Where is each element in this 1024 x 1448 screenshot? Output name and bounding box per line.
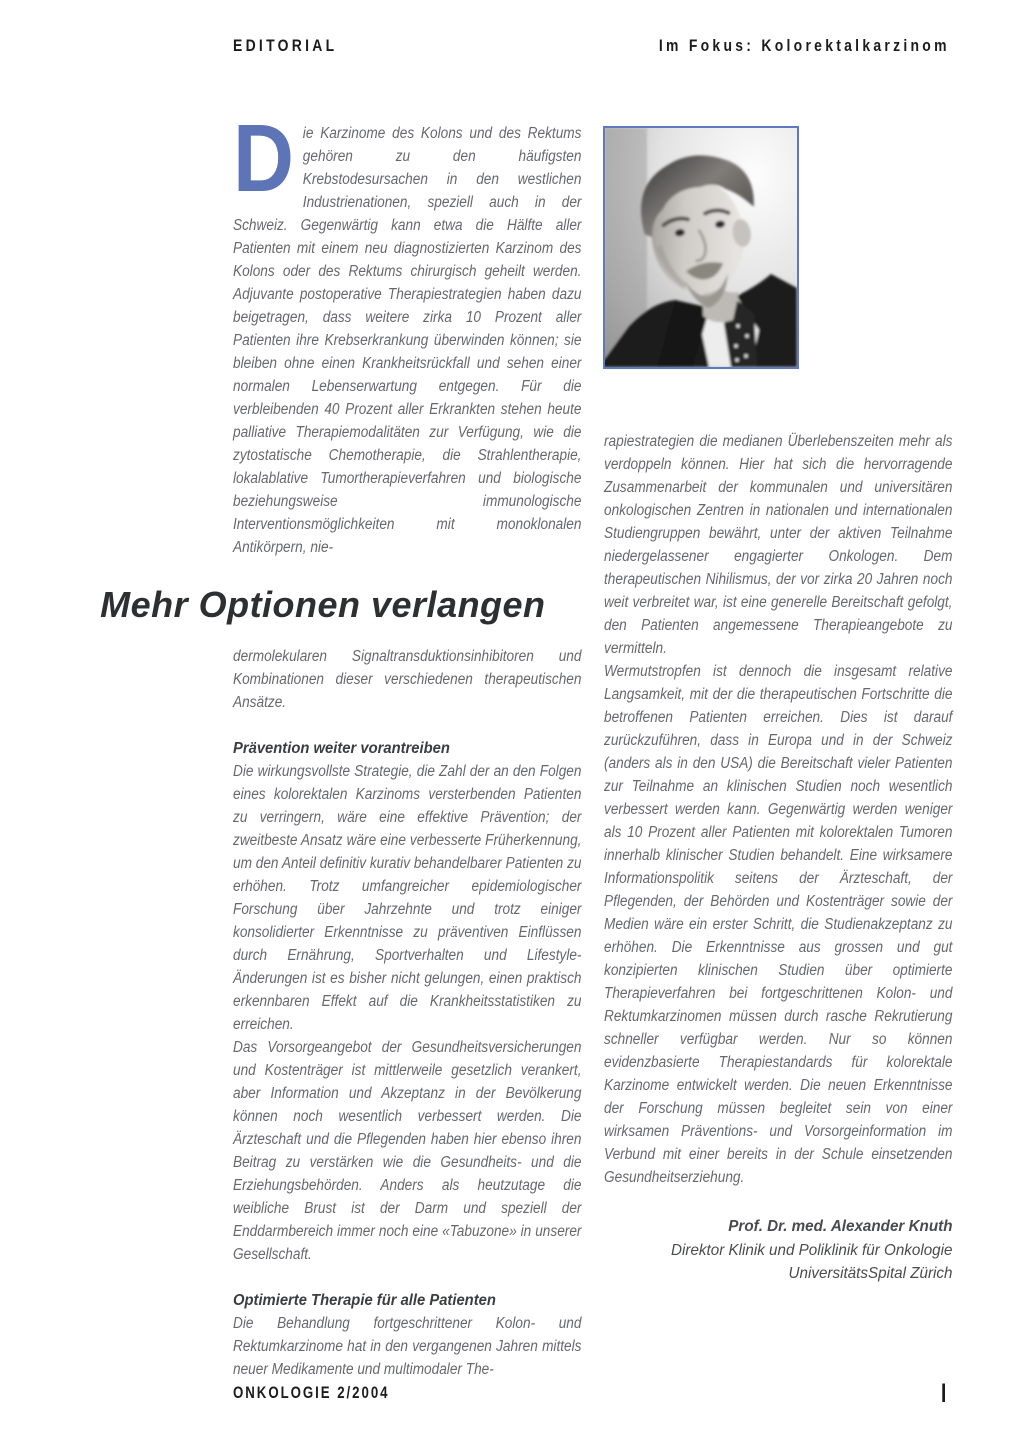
paragraph: dermolekularen Signaltransduktionsinhibitoren und Kombinationen dieser verschiedenen therapeutischen Ansätze. (233, 648, 582, 711)
right-column (604, 430, 952, 1286)
paragraph: Das Vorsorgeangebot der Gesundheitsversicherungen und Kostenträger ist mittlerweile gesetzlich verankert, aber Information und Akzeptanz in der Bevölkerung können noch wesentlich verbessert werden. Die Ärzteschaft und die Pflegenden haben hier ebenso ihren Beitrag zu verstärken wie die Gesundheits- und die Erziehungsbehörden. Anders als heutzutage die weibliche Brust ist der Darm und speziell der Enddarmbereich immer noch eine «Tabuzone» in unserer Gesellschaft. (233, 1039, 582, 1263)
subhead-therapie: Optimierte Therapie für alle Patienten (233, 1292, 496, 1309)
left-column-top (100, 105, 582, 649)
signature-name: Prof. Dr. med. Alexander Knuth (728, 1218, 953, 1235)
journal-issue-label: ONKOLOGIE 2/2004 (233, 1383, 390, 1402)
portrait-illustration (605, 128, 797, 367)
portrait-photo (603, 126, 799, 369)
paragraph: Wermutstropfen ist dennoch die insgesamt relative Langsamkeit, mit der die therapeutischen Fortschritte die betroffenen Patienten erreichen. Dies ist darauf zurückzuführen, dass in Europa und in der Schweiz (anders als in den USA) die Bereitschaft vieler Patienten zur Teilnahme an klinischen Studien noch wesentlich verbessert werden kann. Gegenwärtig werden weniger als 10 Prozent aller Patienten mit kolorektalen Tumoren innerhalb klinischer Studien behandelt. Eine wirksamere Informationspolitik seitens der Ärzteschaft, der Pflegenden, der Behörden und Kostenträger sowie der Medien wäre ein erster Schritt, die Studienakzeptanz zu erhöhen. Die Erkenntnisse aus grossen und gut konzipierten klinischen Studien über optimierte Therapieverfahren bei fortgeschrittenen Kolon- und Rektumkarzinomen müssen durch rasche Rekrutierung schneller verfügbar werden. Nur so können evidenzbasierte Therapiestandards für kolorektale Karzinome entwickelt werden. Die neuen Erkenntnisse der Forschung müssen begleitet sein von einer wirksamen Präventions- und Vorsorgeinformation im Verbund mit einer bereits in der Schule einsetzenden Gesundheitserziehung. (604, 663, 953, 1186)
focus-label: Im Fokus: Kolorektalkarzinom (659, 36, 950, 55)
signature-block (604, 1215, 952, 1286)
paragraph-intro-text: ie Karzinome des Kolons und des Rektums gehören zu den häufigsten Krebstodesursachen in den westlichen Industrienationen, speziell auch in der Schweiz. Gegenwärtig kann etwa die Hälfte aller Patienten mit einem neu diagnostizierten Karzinom des Kolons oder des Rektums chirurgisch geheilt werden. Adjuvante postoperative Therapiestrategien haben dazu beigetragen, dass weitere zirka 10 Prozent aller Patienten ihre Krebserkrankung überwinden können; sie bleiben ohne einen Krankheitsrückfall und sehen einer normalen Lebenserwartung entgegen. Für die verbleibenden 40 Prozent aller Erkrankten stehen heute palliative Therapiemodalitäten zur Verfügung, wie die zytostatische Chemotherapie, die Strahlentherapie, lokalablative Tumortherapieverfahren und biologische beziehungsweise immunologische Interventionsmöglichkeiten mit monoklonalen Antikörpern, nie- (233, 125, 582, 556)
drop-cap: D (233, 105, 295, 212)
paragraph: Die Behandlung fortgeschrittener Kolon- und Rektumkarzinome hat in den vergangenen Jahren mittels neuer Medikamente und multimodaler The- (233, 1315, 582, 1378)
article-headline: Mehr Optionen verlangen (100, 584, 546, 625)
page-number: I (941, 1378, 947, 1408)
section-label: EDITORIAL (233, 36, 338, 55)
paragraph: rapiestrategien die medianen Überlebenszeiten mehr als verdoppeln können. Hier hat sich die hervorragende Zusammenarbeit der kommunalen und universitären onkologischen Zentren in nationalen und internationalen Studiengruppen bewährt, unter der aktiven Teilnahme niedergelassener engagierter Onkologen. Dem therapeutischen Nihilismus, der vor zirka 20 Jahren noch weit verbreitet war, ist eine generelle Bereitschaft gefolgt, den Patienten angemessene Therapieangebote zu vermitteln. (604, 433, 953, 657)
left-column-bottom (233, 645, 581, 1381)
signature-org: UniversitätsSpital Zürich (788, 1265, 953, 1282)
paragraph-intro (233, 105, 582, 559)
signature-role: Direktor Klinik und Poliklinik für Onkologie (671, 1241, 953, 1259)
subhead-praevention: Prävention weiter vorantreiben (233, 740, 450, 757)
paragraph: Die wirkungsvollste Strategie, die Zahl der an den Folgen eines kolorektalen Karzinoms versterbenden Patienten zu verringern, wäre eine effektive Prävention; der zweitbeste Ansatz wäre eine verbesserte Früherkennung, um den Anteil definitiv kurativ behandelbarer Patienten zu erhöhen. Trotz umfangreicher epidemiologischer Forschung über Jahrzehnte und trotz einiger konsolidierter Erkenntnisse zu präventiven Einflüssen durch Ernährung, Sportverhalten und Lifestyle-Änderungen ist es bisher nicht gelungen, einen praktisch erkennbaren Effekt auf die Krankheitsstatistiken zu erreichen. (233, 763, 582, 1033)
